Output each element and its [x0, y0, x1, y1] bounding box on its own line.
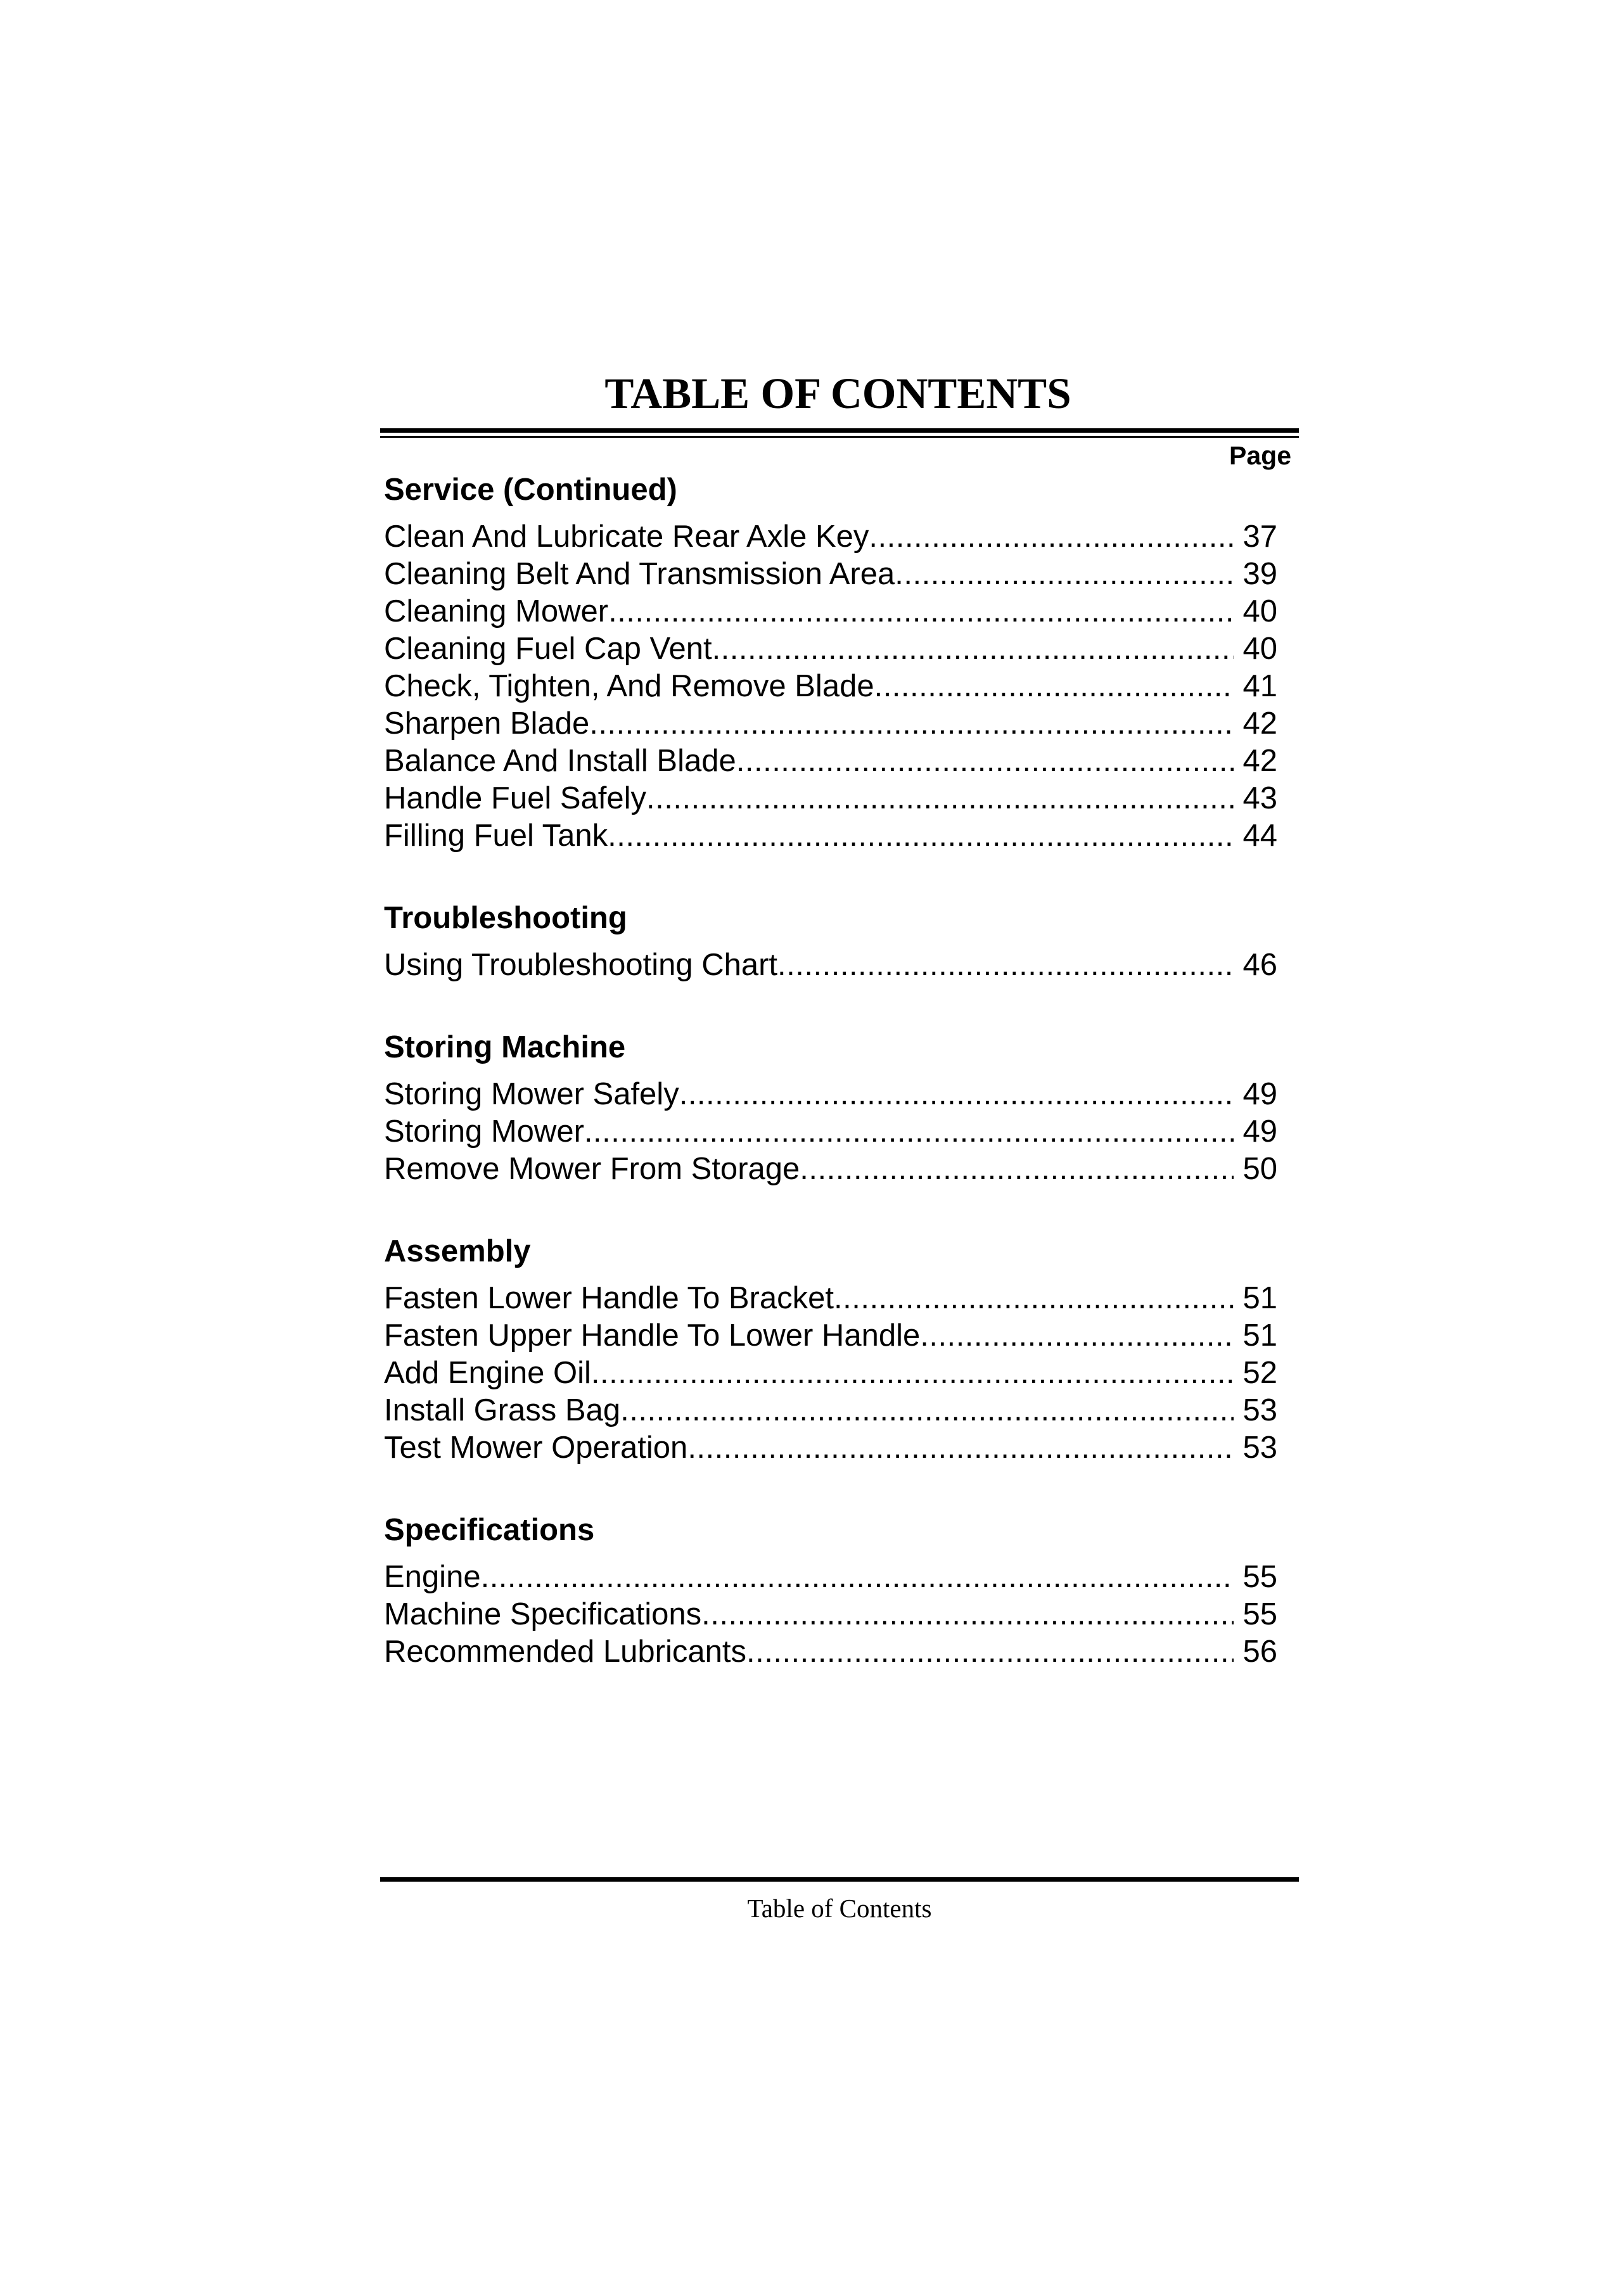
toc-entry-label: Cleaning Belt And Transmission Area [384, 557, 895, 591]
toc-entry-label: Balance And Install Blade [384, 744, 736, 778]
toc-section [384, 893, 1277, 984]
toc-entry [384, 1429, 1277, 1467]
toc-entry-label: Clean And Lubricate Rear Axle Key [384, 520, 869, 554]
toc-entry-label: Recommended Lubricants [384, 1635, 746, 1669]
toc-entry-page-number: 56 [1242, 1635, 1277, 1669]
toc-entry-page-number: 49 [1242, 1077, 1277, 1111]
toc-entry [384, 556, 1277, 593]
toc-entry-label: Filling Fuel Tank [384, 819, 608, 853]
dot-leader [712, 630, 1234, 668]
toc-entry-label: Sharpen Blade [384, 706, 590, 741]
dot-leader [736, 743, 1234, 780]
toc-section [384, 1505, 1277, 1671]
toc-entry-page-number: 46 [1242, 948, 1277, 982]
toc-entry-page-number: 51 [1242, 1281, 1277, 1315]
toc-entry [384, 947, 1277, 984]
dot-leader [874, 668, 1234, 705]
toc-entry-page-number: 53 [1242, 1431, 1277, 1465]
toc-entry-label: Storing Mower Safely [384, 1077, 679, 1111]
dot-leader [746, 1633, 1234, 1671]
toc-entry [384, 1392, 1277, 1429]
page-title: TABLE OF CONTENTS [604, 369, 1071, 418]
dot-leader [620, 1392, 1234, 1429]
toc-entry-page-number: 42 [1242, 706, 1277, 741]
dot-leader [608, 817, 1234, 855]
toc-entry-label: Add Engine Oil [384, 1356, 591, 1390]
dot-leader [834, 1280, 1234, 1317]
toc-entry-page-number: 37 [1242, 520, 1277, 554]
toc-entry-page-number: 39 [1242, 557, 1277, 591]
toc-entry-page-number: 40 [1242, 632, 1277, 666]
dot-leader [777, 947, 1234, 984]
section-heading: Service (Continued) [384, 473, 677, 507]
toc-entry-label: Using Troubleshooting Chart [384, 948, 778, 982]
footer-text: Table of Contents [747, 1894, 932, 1923]
toc-entry-page-number: 55 [1242, 1560, 1277, 1594]
toc-entry [384, 743, 1277, 780]
toc-section [384, 1226, 1277, 1467]
toc-entry [384, 1355, 1277, 1392]
toc-list [384, 464, 1277, 1671]
toc-entry [384, 1596, 1277, 1633]
dot-leader [920, 1317, 1234, 1355]
toc-entry-page-number: 51 [1242, 1318, 1277, 1353]
toc-entry-page-number: 43 [1242, 781, 1277, 815]
dot-leader [869, 518, 1234, 556]
toc-entry-label: Machine Specifications [384, 1597, 702, 1631]
toc-entry [384, 593, 1277, 630]
toc-entry [384, 1559, 1277, 1596]
title-rule-thin [380, 436, 1299, 438]
toc-entry-page-number: 53 [1242, 1393, 1277, 1427]
dot-leader [895, 556, 1234, 593]
toc-entry-page-number: 55 [1242, 1597, 1277, 1631]
toc-entry-label: Install Grass Bag [384, 1393, 621, 1427]
toc-entry-page-number: 52 [1242, 1356, 1277, 1390]
toc-entry [384, 518, 1277, 556]
dot-leader [646, 780, 1234, 817]
toc-entry-page-number: 50 [1242, 1152, 1277, 1186]
dot-leader [591, 1355, 1234, 1392]
toc-entry-page-number: 41 [1242, 669, 1277, 703]
toc-entry-label: Fasten Lower Handle To Bracket [384, 1281, 834, 1315]
toc-entry-page-number: 42 [1242, 744, 1277, 778]
toc-entry [384, 668, 1277, 705]
toc-entry-label: Test Mower Operation [384, 1431, 688, 1465]
dot-leader [584, 1113, 1234, 1151]
toc-entry-label: Remove Mower From Storage [384, 1152, 800, 1186]
section-heading: Assembly [384, 1234, 531, 1268]
footer-rule [380, 1877, 1299, 1882]
toc-entry-label: Check, Tighten, And Remove Blade [384, 669, 874, 703]
toc-entry-page-number: 49 [1242, 1114, 1277, 1149]
toc-entry-page-number: 44 [1242, 819, 1277, 853]
section-heading: Troubleshooting [384, 901, 627, 935]
section-heading: Storing Machine [384, 1030, 626, 1064]
toc-entry-label: Handle Fuel Safely [384, 781, 647, 815]
dot-leader [687, 1429, 1234, 1467]
toc-entry [384, 1113, 1277, 1151]
page-column-label: Page [1229, 441, 1291, 470]
section-heading: Specifications [384, 1513, 595, 1547]
title-rule-thick [380, 428, 1299, 433]
dot-leader [800, 1151, 1234, 1188]
toc-section [384, 1022, 1277, 1188]
dot-leader [481, 1559, 1234, 1596]
toc-entry [384, 1280, 1277, 1317]
toc-entry-label: Cleaning Mower [384, 594, 609, 628]
toc-entry-page-number: 40 [1242, 594, 1277, 628]
toc-entry-label: Engine [384, 1560, 481, 1594]
dot-leader [701, 1596, 1234, 1633]
toc-entry [384, 780, 1277, 817]
dot-leader [679, 1076, 1234, 1113]
toc-entry [384, 1633, 1277, 1671]
toc-entry [384, 705, 1277, 743]
toc-entry [384, 1076, 1277, 1113]
toc-section [384, 464, 1277, 855]
dot-leader [589, 705, 1234, 743]
toc-entry [384, 1317, 1277, 1355]
toc-entry [384, 630, 1277, 668]
toc-entry [384, 1151, 1277, 1188]
toc-entry [384, 817, 1277, 855]
dot-leader [608, 593, 1234, 630]
toc-entry-label: Cleaning Fuel Cap Vent [384, 632, 712, 666]
toc-entry-label: Fasten Upper Handle To Lower Handle [384, 1318, 921, 1353]
toc-entry-label: Storing Mower [384, 1114, 584, 1149]
